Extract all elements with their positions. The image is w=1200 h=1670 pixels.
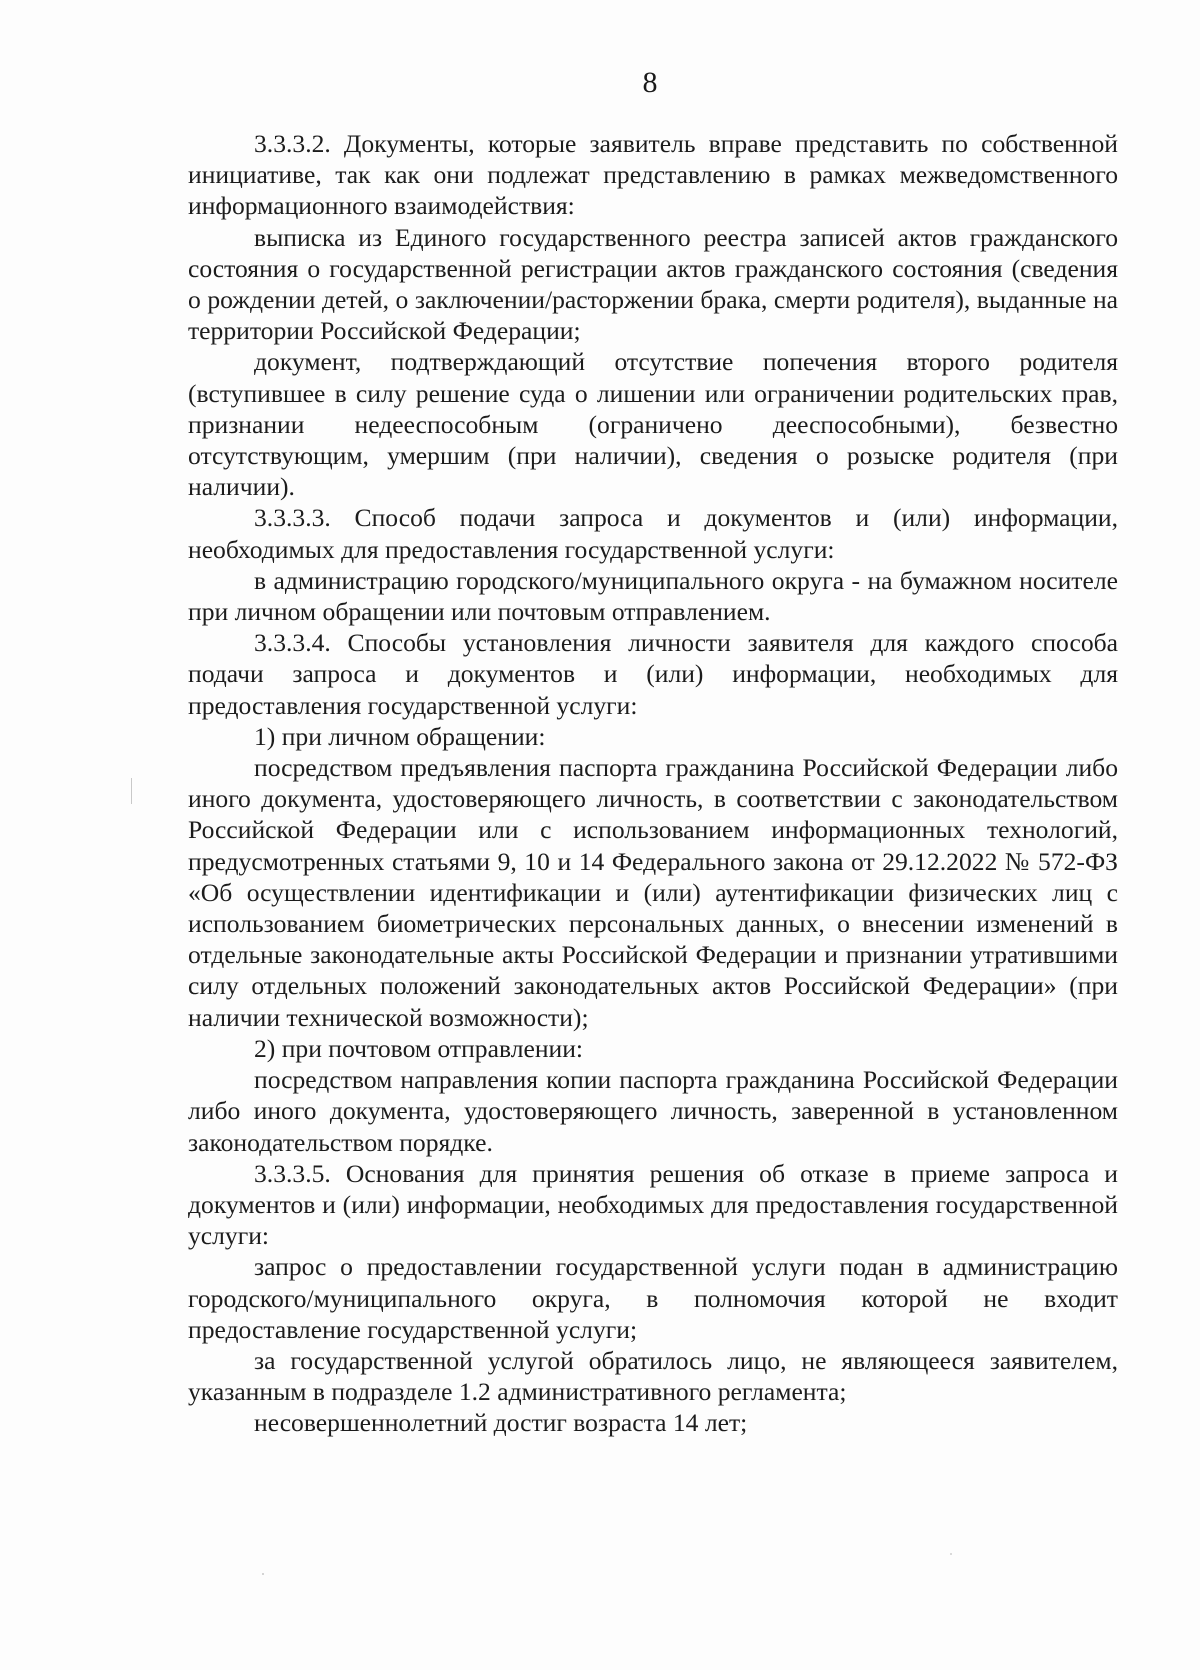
paragraph-refusal-not-applicant: за государственной услугой обратилось лицо, не являющееся заявителем, указанным в подразделе 1.2 административного регламента; [188, 1345, 1118, 1407]
paragraph-3-3-3-2: 3.3.3.2. Документы, которые заявитель вправе представить по собственной инициативе, так как они подлежат представлению в рамках межведомственного информационного взаимодействия: [188, 129, 1118, 221]
scan-artifact [262, 1573, 264, 1575]
page-number: 8 [642, 66, 658, 99]
paragraph-passport-presentation: посредством предъявления паспорта гражданина Российской Федерации либо иного документа, удостоверяющего личность, в соответствии с законодательством Российской Федерации или с использованием информационных технологий, предусмотренных статьями 9, 10 и 14 Федерального закона от 29.12.2022 № 572-ФЗ «Об осуществлении идентификации и (или) аутентификации физических лиц с использованием биометрических персональных данных, о внесении изменений в отдельные законодательные акты Российской Федерации и признании утратившими силу отдельных положений законодательных актов Российской Федерации» (при наличии технической возможности); [188, 753, 1118, 1032]
paragraph-3-3-3-5: 3.3.3.5. Основания для принятия решения об отказе в приеме запроса и документов и (или) информации, необходимых для предоставления государственной услуги: [188, 1158, 1118, 1251]
paragraph-3-3-3-4: 3.3.3.4. Способы установления личности заявителя для каждого способа подачи запроса и документов и (или) информации, необходимых для предоставления государственной услуги: [188, 628, 1118, 720]
list-item-personal-visit: 1) при личном обращении: [254, 721, 546, 751]
paragraph-extract-registry: выписка из Единого государственного реестра записей актов гражданского состояния о государственной регистрации актов гражданского состояния (сведения о рождении детей, о заключении/расторжении брака, смерти родителя), выданные на территории Российской Федерации; [188, 222, 1118, 346]
paragraph-absence-of-care-document: документ, подтверждающий отсутствие попечения второго родителя (вступившее в силу решение суда о лишении или ограничении родительских прав, признании недееспособным (ограничено дееспособными), безвестно отсутствующим, умершим (при наличии), сведения о розыске родителя (при наличии). [188, 347, 1118, 502]
paragraph-refusal-age-14: несовершеннолетний достиг возраста 14 лет; [254, 1408, 748, 1438]
scan-artifact [131, 778, 132, 804]
document-body [188, 128, 1118, 1439]
paragraph-refusal-wrong-administration: запрос о предоставлении государственной услуги подан в администрацию городского/муниципального округа, в полномочия которой не входит предоставление государственной услуги; [188, 1252, 1118, 1344]
paragraph-submission-to-administration: в администрацию городского/муниципального округа - на бумажном носителе при личном обращении или почтовым отправлением. [188, 565, 1118, 627]
scan-artifact [950, 1553, 952, 1555]
paragraph-passport-copy: посредством направления копии паспорта гражданина Российской Федерации либо иного документа, удостоверяющего личность, заверенной в установленном законодательством порядке. [188, 1065, 1118, 1157]
paragraph-3-3-3-3: 3.3.3.3. Способ подачи запроса и документов и (или) информации, необходимых для предоставления государственной услуги: [188, 503, 1118, 564]
list-item-postal-delivery: 2) при почтовом отправлении: [254, 1033, 584, 1063]
